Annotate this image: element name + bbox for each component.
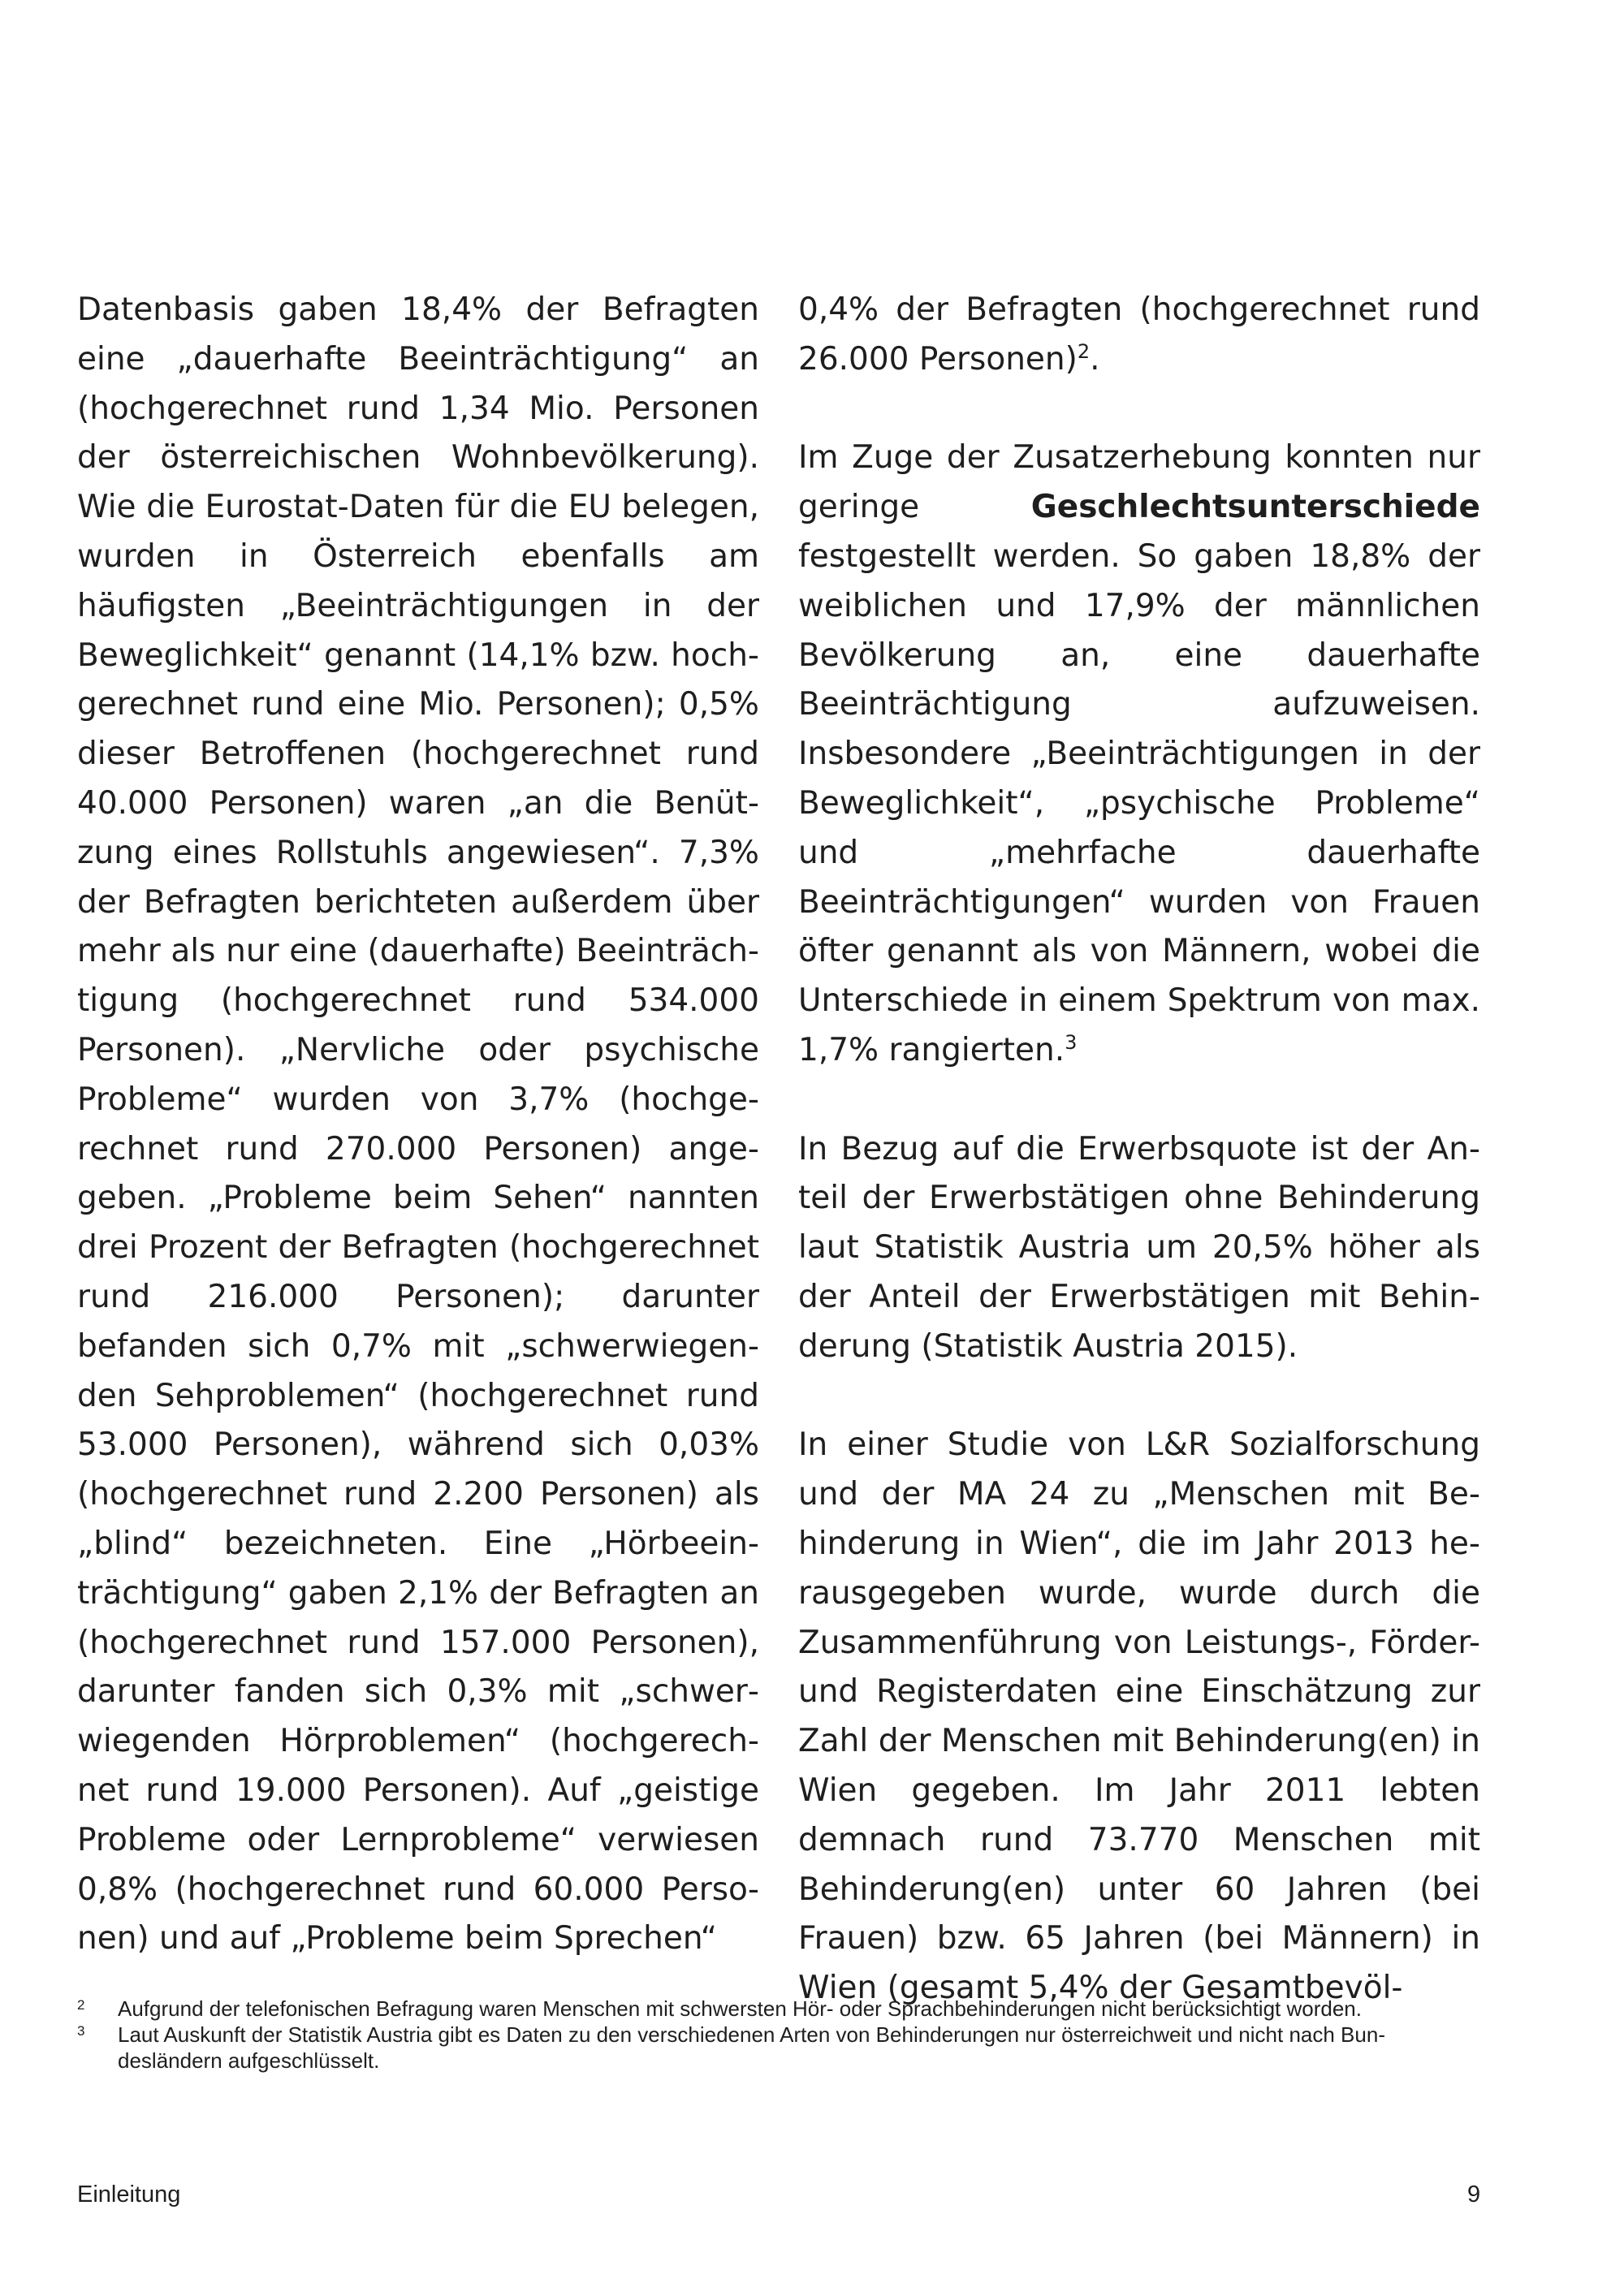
right-paragraph-1-text: 0,4% der Befragten (hochgerechnet rund 26.000 Personen) [798,291,1480,378]
footer-page-number: 9 [1467,2182,1481,2208]
left-paragraph-1: Datenbasis gaben 18,4% der Befragten eine „dauerhafte Beeinträchtigung“ an (hochgerechnet rund 1,34 Mio. Personen der österreichischen Wohnbevölkerung). Wie die Eurostat-Daten für die EU belegen, wurden in Österreich ebenfalls am häufigsten „Beeinträchtigungen in der Beweglichkeit“ genannt (14,1% bzw. hochgerechnet rund eine Mio. Personen); 0,5% dieser Betroffenen (hochgerechnet rund 40.000 Personen) waren „an die Benützung eines Rollstuhls angewiesen“. 7,3% der Befragten berichteten außerdem über mehr als nur eine (dauerhafte) Beeinträchtigung (hochgerechnet rund 534.000 Personen). „Nervliche oder psychische Probleme“ wurden von 3,7% (hochgerechnet rund 270.000 Personen) angegeben. „Probleme beim Sehen“ nannten drei Prozent der Befragten (hochgerechnet rund 216.000 Personen); darunter befanden sich 0,7% mit „schwerwiegenden Sehproblemen“ (hochgerechnet rund 53.000 Personen), während sich 0,03% (hochgerechnet rund 2.200 Personen) als „blind“ bezeichneten. Eine „Hörbeeinträchtigung“ gaben 2,1% der Befragten an (hochgerechnet rund 157.000 Personen), darunter fanden sich 0,3% mit „schwerwiegenden Hörproblemen“ (hochgerechnet rund 19.000 Personen). Auf „geistige Probleme oder Lernprobleme“ verwiesen 0,8% (hochgerechnet rund 60.000 Personen) und auf „Probleme beim Sprechen“ [77,291,759,1957]
left-text-column [77,286,759,1964]
right-text-column [798,286,1480,2013]
footnote-3-text: Laut Auskunft der Statistik Austria gibt es Daten zu den verschiedenen Arten von Behinderungen nur österreichweit und nicht nach Bundesländern aufgeschlüsselt. [118,2022,1385,2073]
footnote-2-number: 2 [77,1997,85,2013]
footnote-3-number: 3 [77,2023,85,2039]
footnote-3 [77,2022,1480,2074]
right-paragraph-2 [798,434,1480,1075]
footer-section-label: Einleitung [77,2182,181,2208]
footnote-ref-2[interactable]: 2 [1077,339,1091,363]
right-paragraph-1-end: . [1090,340,1100,378]
footnote-2-text: Aufgrund der telefonischen Befragung waren Menschen mit schwersten Hör- oder Sprachbehinderungen nicht berücksichtigt worden. [118,1996,1362,2021]
footnote-ref-3[interactable]: 3 [1065,1030,1078,1054]
right-paragraph-2-rest: festgestellt werden. So gaben 18,8% der weiblichen und 17,9% der männlichen Bevölkerung an, eine dauerhafte Beeinträchtigung aufzuweisen. Insbesondere „Beeinträchtigungen in der Beweglichkeit“, „psychische Probleme“ und „mehrfache dauerhafte Beeinträchtigungen“ wurden von Frauen öfter genannt als von Männern, wobei die Unterschiede in einem Spektrum von max. 1,7% rangierten. [798,537,1480,1068]
right-paragraph-4: In einer Studie von L&R Sozialforschung und der MA 24 zu „Menschen mit Behinderung in Wien“, die im Jahr 2013 herausgegeben wurde, wurde durch die Zusammenführung von Leistungs-, Förder- und Registerdaten eine Einschätzung zur Zahl der Menschen mit Behinderung(en) in Wien gegeben. Im Jahr 2011 lebten demnach rund 73.770 Menschen mit Behinderung(en) unter 60 Jahren (bei Frauen) bzw. 65 Jahren (bei Männern) in Wien (gesamt 5,4% der Gesamtbevöl- [798,1426,1480,2007]
bold-term-geschlechtsunterschiede: Geschlechtsunterschiede [1030,489,1480,526]
right-paragraph-3: In Bezug auf die Erwerbsquote ist der Anteil der Erwerbstätigen ohne Behinderung laut Statistik Austria um 20,5% höher als der Anteil der Erwerbstätigen mit Behinderung (Statistik Austria 2015). [798,1130,1480,1365]
right-paragraph-1 [798,286,1480,385]
right-paragraph-2-start: Im Zuge der Zusatzerhebung konnten nur geringe [798,439,1480,526]
footnote-2 [77,1996,1480,2022]
footnotes [77,1996,1480,2074]
